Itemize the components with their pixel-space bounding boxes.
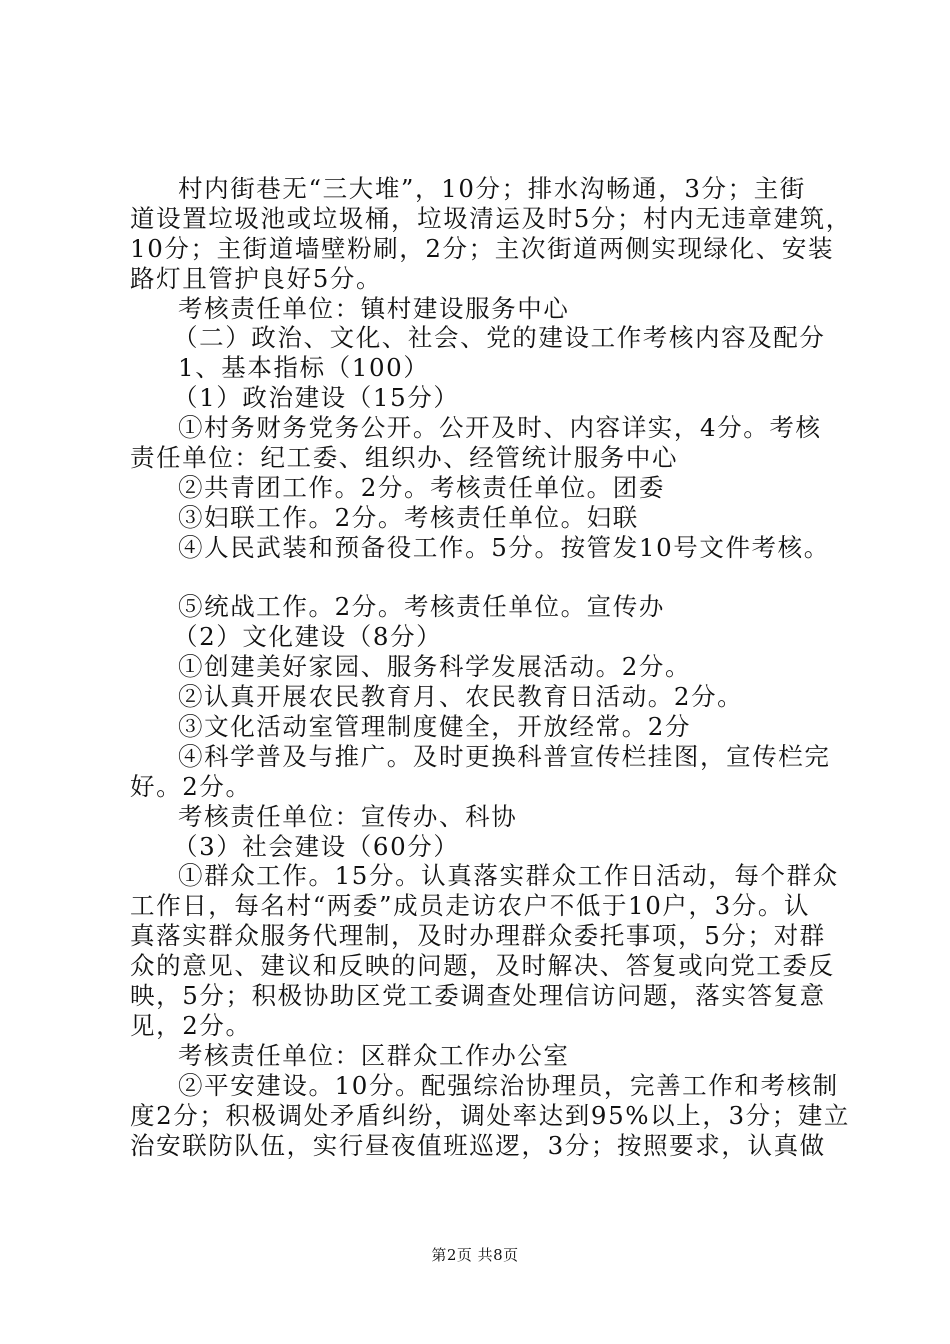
item-line: ⑤统战工作。2分。考核责任单位。宣传办 (178, 592, 665, 622)
paragraph-line: 路灯且管护良好5分。 (130, 263, 383, 293)
paragraph-line: 工作日，每名村“两委”成员走访农户不低于10户，3分。认 (130, 891, 811, 921)
paragraph-line: 10分；主街道墙壁粉刷，2分；主次街道两侧实现绿化、安装 (130, 233, 835, 263)
paragraph-line: 众的意见、建议和反映的问题，及时解决、答复或向党工委反 (130, 951, 835, 981)
blank-line (130, 563, 840, 593)
paragraph-line: 道设置垃圾池或垃圾桶，垃圾清运及时5分；村内无违章建筑， (130, 203, 852, 233)
paragraph-line: 好。2分。 (130, 771, 252, 801)
responsible-unit-line: 考核责任单位：镇村建设服务中心 (178, 293, 570, 323)
paragraph-line: 村内街巷无“三大堆”，10分；排水沟畅通，3分；主街 (178, 174, 806, 203)
section-heading: （二）政治、文化、社会、党的建设工作考核内容及配分 (173, 323, 826, 353)
subsection-heading: （2）文化建设（8分） (173, 622, 443, 652)
subsection-heading: （1）政治建设（15分） (173, 383, 460, 413)
item-line: ②共青团工作。2分。考核责任单位。团委 (178, 472, 665, 502)
paragraph-line: 映，5分；积极协助区党工委调查处理信访问题，落实答复意 (130, 981, 826, 1011)
subsection-heading: （3）社会建设（60分） (173, 831, 460, 861)
paragraph-line: 度2分；积极调处矛盾纠纷，调处率达到95%以上，3分；建立 (130, 1100, 851, 1130)
item-line: ②认真开展农民教育月、农民教育日活动。2分。 (178, 682, 744, 712)
paragraph-line: 见，2分。 (130, 1010, 252, 1040)
paragraph-line: 治安联防队伍，实行昼夜值班巡逻，3分；按照要求，认真做 (130, 1130, 826, 1160)
item-line: ④科学普及与推广。及时更换科普宣传栏挂图，宣传栏完 (178, 741, 831, 771)
item-line: ①群众工作。15分。认真落实群众工作日活动，每个群众 (178, 861, 839, 891)
page-number-footer: 第2页 共8页 (431, 1246, 519, 1264)
item-line: ③妇联工作。2分。考核责任单位。妇联 (178, 502, 639, 532)
subsection-heading: 1、基本指标（100） (178, 353, 430, 383)
item-line: ③文化活动室管理制度健全，开放经常。2分 (178, 712, 692, 742)
responsible-unit-line: 考核责任单位：区群众工作办公室 (178, 1040, 570, 1070)
item-line: ①创建美好家园、服务科学发展活动。2分。 (178, 652, 692, 682)
paragraph-line: 责任单位：纪工委、组织办、经管统计服务中心 (130, 443, 679, 473)
document-body (130, 174, 852, 1160)
item-line: ①村务财务党务公开。公开及时、内容详实，4分。考核 (178, 413, 822, 443)
item-line: ④人民武装和预备役工作。5分。按管发10号文件考核。 (178, 532, 830, 562)
responsible-unit-line: 考核责任单位：宣传办、科协 (178, 801, 518, 831)
paragraph-line: 真落实群众服务代理制，及时办理群众委托事项，5分；对群 (130, 921, 826, 951)
item-line: ②平安建设。10分。配强综治协理员，完善工作和考核制 (178, 1070, 839, 1100)
